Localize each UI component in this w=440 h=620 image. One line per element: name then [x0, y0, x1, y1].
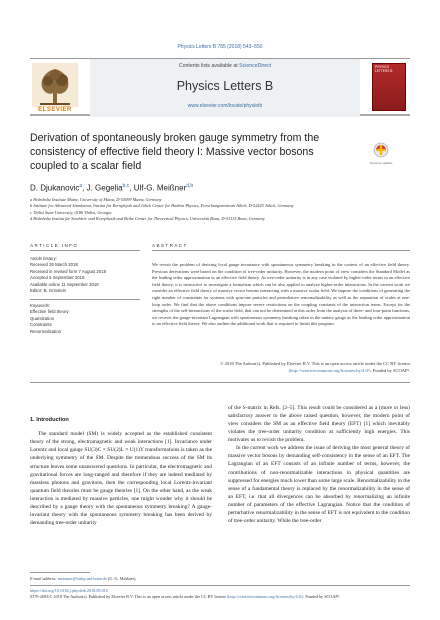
body-paragraph: In the current work we address the issue of deriving the most general theory of massive vector bosons by demanding self-consistency in the sense of an EFT. The Lagrangian of an EFT consists of an infinite number of terms, however, the contributions of non-renormalizable interactions in physical quantities are suppressed for energies much lower than some large scale. Renormalizability in the sense of a fundamental theory is replaced by the renormalizability in the sense of an EFT, i.e. that all divergences can be absorbed by renormalizing an infinite number of parameters of the effective Lagrangian. Notice that the condition of perturbative renormalizability in the sense of EFT is not equivalent to the condition of tree-order unitarity. While the tree-order — [228, 445, 410, 524]
contents-prefix: Contents lists available at — [178, 63, 240, 69]
journal-cover-thumbnail — [372, 63, 406, 111]
author-affiliation-mark[interactable]: a — [79, 183, 83, 189]
affiliation-line: b Institute for Advanced Simulation, Institut für Kernphysik and Jülich Center for Hadron Physics, Forschungszentrum Jülich, D-52425 Jülich, Germany — [30, 203, 294, 209]
crossmark-label[interactable]: Check for updates — [369, 161, 393, 165]
masthead-center — [90, 59, 360, 117]
history-label: Article history: — [30, 256, 57, 261]
body-paragraph: of the S-matrix in Refs. [2–5]. This result could be considered as a (more or less) satisfactory answer to the above raised question, however, the modern point of view considers the SM as an effective field theory (EFT) [1] which inevitably violates the tree-order unitarity condition at sufficiently high energies. This motivates us to revisit the problem. — [228, 405, 410, 444]
section-heading: 1. Introduction — [30, 417, 69, 423]
contents-line — [90, 63, 360, 69]
footnote-divider — [30, 572, 90, 573]
history-item: Editor: B. Grinstein — [30, 288, 67, 294]
keyword: Constraints — [30, 322, 52, 328]
affiliations — [30, 197, 410, 223]
divider — [30, 250, 140, 251]
copyright-text: © 2018 The Author(s). Published by Elsevier B.V. This is an open access article under the CC BY license — [220, 361, 410, 366]
keywords-label: Keywords: — [30, 303, 51, 308]
journal-name: Physics Letters B — [176, 79, 274, 93]
history-item: Received 26 March 2018 — [30, 262, 78, 268]
divider — [30, 382, 410, 383]
crossmark-icon[interactable] — [373, 142, 389, 160]
email-footnote — [30, 576, 212, 581]
author-name[interactable]: D. Djukanovic — [30, 183, 80, 193]
sciencedirect-link[interactable]: ScienceDirect — [239, 63, 272, 69]
email-link[interactable]: meissner@hiskp.uni-bonn.de — [57, 576, 107, 581]
email-label: E-mail address: — [30, 576, 58, 581]
history-item: Received in revised form 7 August 2018 — [30, 268, 106, 274]
affiliation-line: d Helmholtz Institut für Strahlen- und Kernphysik and Bethe Center for Theoretical Physics, Universität Bonn, D-53115 Bonn, Germany — [30, 216, 265, 222]
publisher-logo-text: ELSEVIER — [38, 107, 72, 113]
journal-masthead — [30, 58, 410, 116]
author-affiliation-mark[interactable]: b,c — [122, 183, 130, 189]
author-list: D. Djukanovic$^a$, J. Gegelia$^{b,c}$, Ulf-G. Meißner$^{d,b}$ — [30, 183, 194, 193]
license-footer-text: 0370-2693/© 2018 The Author(s). Published by Elsevier B.V. This is an open access article under the CC BY license — [30, 594, 228, 600]
abstract-copyright — [152, 361, 410, 374]
author-name[interactable]: J. Gegelia — [86, 183, 123, 193]
divider — [30, 299, 140, 300]
article-title: Derivation of spontaneously broken gauge symmetry from the consistency of effective field theory I: Massive vector bosons coupled to a scalar field — [30, 132, 320, 172]
license-link[interactable]: (http://creativecommons.org/licenses/by/4.0/) — [288, 367, 371, 373]
affiliation-line: c Tbilisi State University, 0186 Tbilisi, Georgia — [30, 209, 112, 215]
affiliation-line: a Helmholtz Institute Mainz, University of Mainz, D-55099 Mainz, Germany — [30, 197, 162, 202]
history-item: Accepted 6 September 2018 — [30, 275, 85, 281]
keyword: Quantization — [30, 315, 55, 321]
abstract-text: We revisit the problem of deriving local gauge invariance with spontaneous symmetry breaking in the context of an effective field theory. Previous derivations were based on the condition of tree-order unitarity. However, the modern point of view considers the Standard Model as the leading order approximation to an effective field theory. As tree-order unitarity is in any case violated by higher-order terms in an effective field theory, it is instructive to investigate a formalism which can be also applied to analyze higher-order interactions. In the current work we consider an effective field theory of massive vector bosons interacting with a massive scalar field. We impose the conditions of generating the right number of constraints for systems with spin-one particles and perturbative renormalizability as well as the separation of scales at one-loop order. We find that the above conditions impose severe restrictions on the coupling constants of the interaction terms. Except for the strengths of the self-interactions of the scalar field, that can not be determined at this order from the analysis of three- and four-point functions, we recover the gauge-invariant Lagrangian with spontaneous symmetry breaking taken in the unitary gauge as the leading order approximation to an effective field theory. We also outline the additional work that is required to finish this program. — [152, 262, 410, 327]
divider — [152, 250, 410, 251]
doi-link[interactable]: https://doi.org/10.1016/j.physletb.2018.09.016 — [30, 588, 108, 593]
abstract-heading: ABSTRACT — [152, 243, 188, 248]
history-item: Available online 11 September 2018 — [30, 281, 99, 287]
left-column — [30, 416, 212, 527]
email-owner: (U.-G. Meißner). — [106, 576, 137, 581]
author-name[interactable]: Ulf-G. Meißner — [133, 183, 187, 193]
keywords — [30, 303, 140, 335]
divider — [30, 585, 410, 586]
journal-homepage-link[interactable]: www.elsevier.com/locate/physletb — [187, 103, 263, 109]
right-column — [228, 404, 410, 525]
license-footer-link[interactable]: (http://creativecommons.org/licenses/by/4.0/) — [227, 594, 304, 600]
author-affiliation-mark[interactable]: d,b — [186, 183, 194, 189]
cover-title: PHYSICS LETTERS B — [375, 65, 393, 73]
keyword: Renormalization — [30, 328, 62, 334]
doi-block — [30, 588, 410, 601]
license-footer-funding: . Funded by SCOAP³. — [303, 594, 340, 600]
keyword: Effective field theory — [30, 309, 69, 315]
license-footer — [30, 594, 410, 600]
funding-text: . Funded by SCOAP³. — [370, 367, 410, 373]
journal-homepage-line — [90, 103, 360, 109]
article-info-heading: ARTICLE INFO — [30, 243, 79, 248]
elsevier-tree-logo — [32, 63, 78, 107]
body-paragraph: The standard model (SM) is widely accepted as the established consistent theory of the strong, electromagnetic and weak interactions [1]. Invariance under Lorentz and local gauge SU(3)C × SU(2)L × U(1)Y transformations is taken as the underlying symmetry of the SM. Despite the tremendous success of the SM its structure leaves some unanswered questions. In particular, the electromagnetic and gravitational forces are long-ranged and therefore if they are indeed mediated by massless photons and gravitons, then the corresponding local Lorentz-invariant quantum field theories must be gauge theories [1]. On the other hand, as the weak interaction is mediated by massive particles, one might wonder why it should be described by a gauge theory with the spontaneous symmetry breaking? A gauge-invariant theory with the spontaneous symmetry breaking has been derived by demanding tree-order unitarity — [30, 431, 212, 526]
article-history — [30, 256, 140, 295]
journal-reference[interactable]: Physics Letters B 785 (2018) 543–550 — [177, 44, 263, 50]
